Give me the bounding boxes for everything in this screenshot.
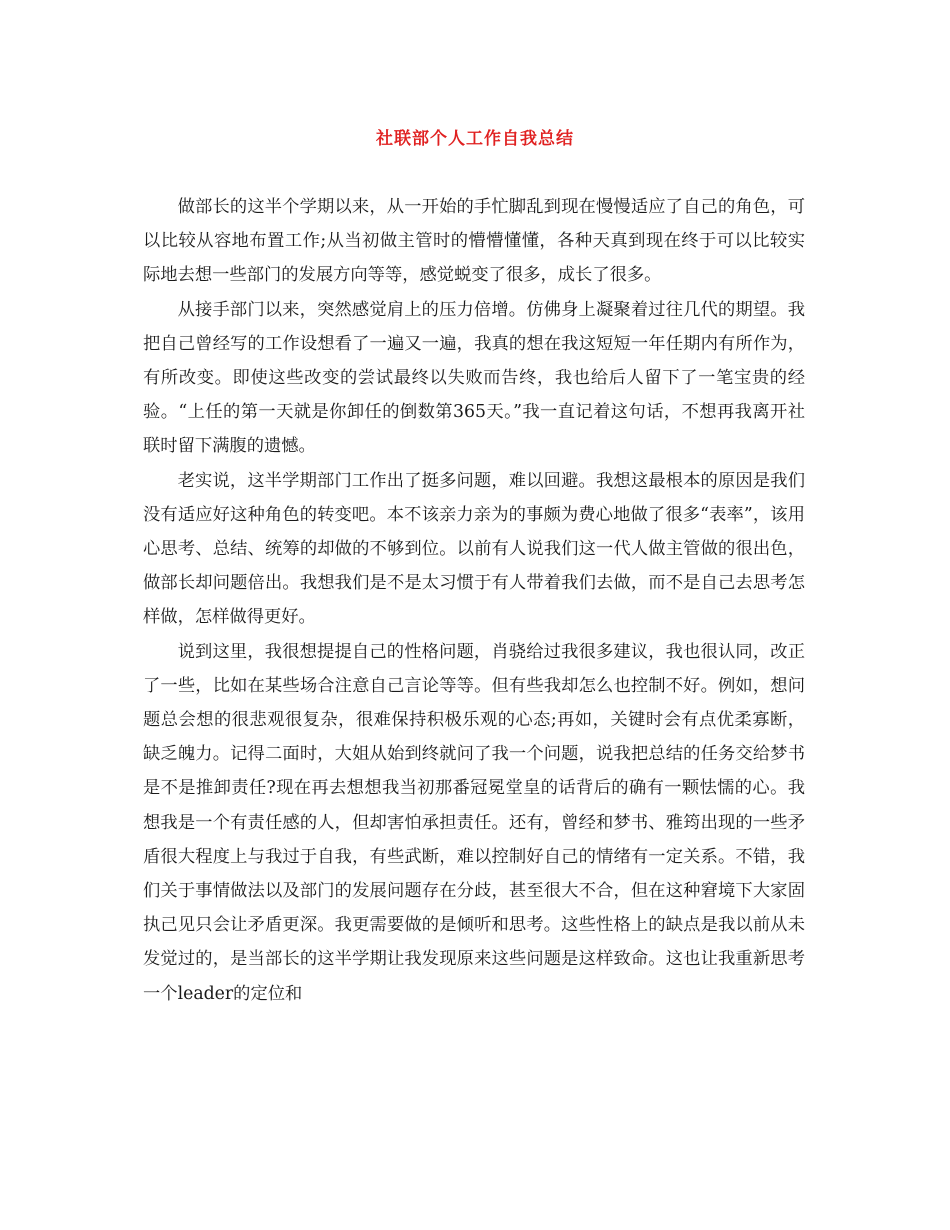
paragraph-4: 说到这里，我很想提提自己的性格问题，肖骁给过我很多建议，我也很认同，改正了一些，比如在某些场合注意自己言论等等。但有些我却怎么也控制不好。例如，想问题总会想的很悲观很复杂，很难保持积极乐观的心态;再如，关键时会有点优柔寡断，缺乏魄力。记得二面时，大姐从始到终就问了我一个问题，说我把总结的任务交给梦书是不是推卸责任?现在再去想想我当初那番冠冕堂皇的话背后的确有一颗怯懦的心。我想我是一个有责任感的人，但却害怕承担责任。还有，曾经和梦书、雅筠出现的一些矛盾很大程度上与我过于自我，有些武断，难以控制好自己的情绪有一定关系。不错，我们关于事情做法以及部门的发展问题存在分歧，甚至很大不合，但在这种窘境下大家固执己见只会让矛盾更深。我更需要做的是倾听和思考。这些性格上的缺点是我以前从未发觉过的，是当部长的这半学期让我发现原来这些问题是这样致命。这也让我重新思考一个leader的定位和 (143, 641, 805, 1004)
paragraph-1: 做部长的这半个学期以来，从一开始的手忙脚乱到现在慢慢适应了自己的角色，可以比较从容地布置工作;从当初做主管时的懵懵懂懂，各种天真到现在终于可以比较实际地去想一些部门的发展方向等等，感觉蜕变了很多，成长了很多。 (143, 197, 805, 286)
paragraph-3: 老实说，这半学期部门工作出了挺多问题，难以回避。我想这最根本的原因是我们没有适应好这种角色的转变吧。本不该亲力亲为的事颇为费心地做了很多“表率”，该用心思考、总结、统筹的却做的不够到位。以前有人说我们这一代人做主管做的很出色，做部长却问题倍出。我想我们是不是太习惯于有人带着我们去做，而不是自己去思考怎样做，怎样做得更好。 (143, 470, 805, 628)
document-body (143, 190, 805, 1011)
page-title: 社联部个人工作自我总结 (376, 129, 574, 149)
paragraph-2: 从接手部门以来，突然感觉肩上的压力倍增。仿佛身上凝聚着过往几代的期望。我把自己曾经写的工作设想看了一遍又一遍，我真的想在我这短短一年任期内有所作为，有所改变。即使这些改变的尝试最终以失败而告终，我也给后人留下了一笔宝贵的经验。“上任的第一天就是你卸任的倒数第365天。”我一直记着这句话，不想再我离开社联时留下满腹的遗憾。 (143, 299, 805, 457)
